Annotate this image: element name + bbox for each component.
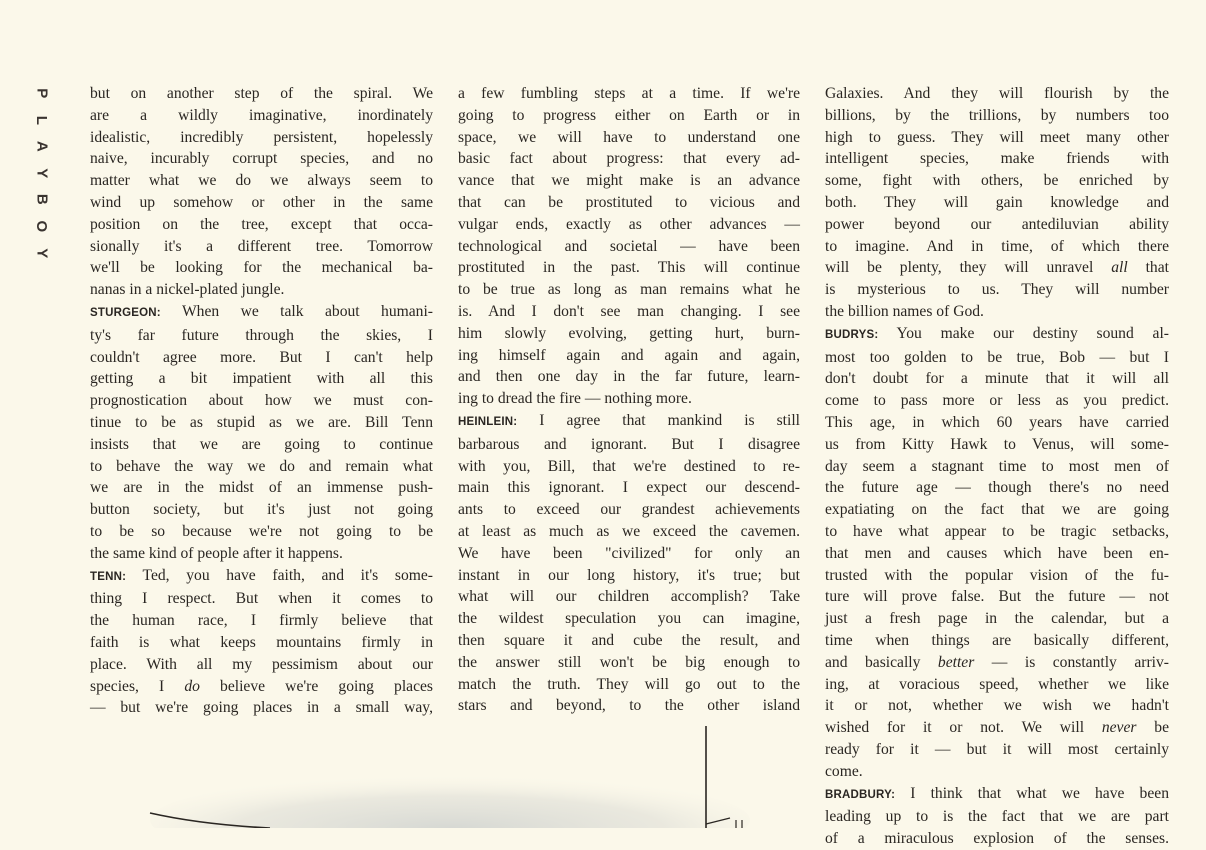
text-line [458,434,800,456]
text-line [90,325,433,347]
text-line [825,565,1169,587]
text-line [825,717,1169,739]
text-line [458,170,800,192]
line-text: going to progress either on Earth or in [458,106,800,124]
line-text: billions, by the trillions, by numbers too [825,106,1169,124]
text-line [458,345,800,367]
line-text: place. With all my pessimism about our [90,655,433,673]
line-text: naive, incurably corrupt species, and no [90,150,433,168]
text-line [458,410,800,434]
text-line [90,279,433,301]
text-line [825,83,1169,105]
text-line [90,565,433,589]
line-text: couldn't agree more. But I can't help [90,348,433,366]
line-text: to be so because we're not going to be [90,522,433,540]
line-text: — but we're going places in a small way, [90,699,433,717]
text-line [90,543,433,565]
line-text: that [1127,259,1169,277]
line-text: expatiating on the fact that we are going [825,501,1169,519]
text-line [825,456,1169,478]
line-text: barbarous and ignorant. But I disagree [458,435,800,453]
line-text: are a wildly imaginative, inordinately [90,106,433,124]
text-column-2 [458,83,800,717]
line-text: idealistic, incredibly persistent, hopelessly [90,128,433,146]
emphasis: better [937,653,975,671]
line-text: trusted with the popular vision of the fu- [825,566,1169,584]
line-text: to behave the way we do and remain what [90,457,433,475]
line-text: some, fight with others, be enriched by [825,172,1169,190]
text-line [458,257,800,279]
text-line [825,323,1169,347]
line-text: I think that what we have been [895,784,1169,802]
line-text: wind up somehow or other in the same [90,193,433,211]
text-line [90,192,433,214]
ink-wash [150,774,750,828]
text-line [825,412,1169,434]
line-text: instant in our long history, it's true; but [458,566,800,584]
line-text: sionally it's a different tree. Tomorrow [90,237,433,255]
line-text: don't doubt for a minute that it will all [825,370,1169,388]
line-text: ing to dread the fire — nothing more. [458,390,692,408]
text-line [458,83,800,105]
text-line [90,456,433,478]
illustration-fragment [0,720,800,828]
running-head [29,80,53,266]
text-line [458,456,800,478]
text-line [90,521,433,543]
emphasis: never [1101,719,1137,737]
text-line [825,586,1169,608]
speaker-name: BRADBURY: [825,788,896,801]
text-column-3 [825,83,1169,850]
line-text: ready for it — but it will most certainly [825,740,1169,758]
text-line [825,105,1169,127]
text-line [458,148,800,170]
line-text: prostituted in the past. This will continue [458,259,800,277]
running-head-letter: L [33,115,51,125]
text-line [825,257,1169,279]
running-head-letter: O [33,220,51,233]
text-line [825,434,1169,456]
text-line [458,586,800,608]
line-text: then square it and cube the result, and [458,631,800,649]
line-text: I agree that mankind is still [517,411,800,429]
text-line [90,127,433,149]
text-line [458,279,800,301]
line-text: match the truth. They will go out to the [458,675,800,693]
text-line [825,390,1169,412]
line-text: the same kind of people after it happens. [90,544,343,562]
text-line [825,783,1169,807]
line-text: both. They will gain knowledge and [825,193,1169,211]
line-text: a few fumbling steps at a time. If we're [458,85,800,102]
text-line [458,192,800,214]
line-text: species, I [90,677,185,695]
text-line [90,499,433,521]
running-head-letter: Y [33,168,51,179]
line-text: power beyond our antediluvian ability [825,215,1169,233]
text-column-1 [90,83,433,719]
line-text: to imagine. And in time, of which there [825,237,1169,255]
running-head-letter: B [33,194,51,206]
text-line [825,499,1169,521]
text-line [90,588,433,610]
text-line [458,301,800,323]
line-text: position on the tree, except that occa- [90,215,433,233]
text-line [458,565,800,587]
emphasis: do [184,677,200,695]
text-line [90,632,433,654]
line-text: basic fact about progress: that every ad- [458,150,800,168]
line-text: ty's far future through the skies, I [90,326,433,344]
line-text: the wildest speculation you can imagine, [458,610,800,628]
line-text: us from Kitty Hawk to Venus, will some- [825,435,1169,453]
text-line [458,630,800,652]
line-text: what will our children accomplish? Take [458,588,800,606]
text-line [825,214,1169,236]
text-line [825,301,1169,323]
text-line [458,127,800,149]
text-line [458,323,800,345]
running-head-letter: P [33,88,51,99]
text-line [825,170,1169,192]
text-line [825,477,1169,499]
text-line [90,347,433,369]
line-text: tinue to be as stupid as we are. Bill Tenn [90,413,433,431]
text-line [458,652,800,674]
line-text: high to guess. They will meet many other [825,128,1169,146]
text-line [458,214,800,236]
emphasis: all [1111,259,1128,277]
line-text: and then one day in the far future, learn- [458,368,800,386]
text-line [458,236,800,258]
speaker-name: TENN: [90,570,127,583]
text-line [458,105,800,127]
line-text: it or not, whether we wish we hadn't [825,697,1169,715]
text-line [458,674,800,696]
line-text: wished for it or not. We will [825,719,1102,737]
text-line [458,477,800,499]
line-text: most too golden to be true, Bob — but I [825,348,1169,366]
text-line [90,301,433,325]
text-line [825,806,1169,828]
line-text: but on another step of the spiral. We [90,85,433,102]
line-text: space, we will have to understand one [458,128,800,146]
text-line [825,761,1169,783]
text-line [825,828,1169,850]
line-text: ing himself again and again and again, [458,346,800,364]
text-line [90,390,433,412]
text-line [90,148,433,170]
line-text: intelligent species, make friends with [825,150,1169,168]
line-text: thing I respect. But when it comes to [90,590,433,608]
speaker-name: BUDRYS: [825,328,879,341]
line-text: You make our destiny sound al- [878,324,1169,342]
line-text: stars and beyond, to the other island [458,697,800,715]
text-line [90,610,433,632]
text-line [458,543,800,565]
line-text: prognostication about how we must con- [90,392,433,410]
line-text: come. [825,762,863,780]
line-text: time when things are basically different, [825,631,1169,649]
text-line [825,347,1169,369]
text-line [90,105,433,127]
line-text: just a fresh page in the calendar, but a [825,610,1169,628]
line-text: day seem a stagnant time to most men of [825,457,1169,475]
line-text: of a miraculous explosion of the senses. [825,830,1169,848]
line-text: faith is what keeps mountains firmly in [90,633,433,651]
line-text: the future age — though there's no need [825,479,1169,497]
line-text: is. And I don't see man changing. I see [458,302,800,320]
line-text: main this ignorant. I expect our descend- [458,479,800,497]
line-text: the billion names of God. [825,302,984,320]
line-text: Galaxies. And they will flourish by the [825,85,1169,102]
speaker-name: HEINLEIN: [458,415,518,428]
line-text: be [1136,719,1169,737]
text-line [90,236,433,258]
line-text: matter what we do we always seem to [90,172,433,190]
line-text: technological and societal — have been [458,237,800,255]
text-line [458,366,800,388]
line-text: will be plenty, they will unravel [825,259,1112,277]
text-line [825,630,1169,652]
line-text: we are in the midst of an immense push- [90,479,433,497]
line-text: — is constantly arriv- [974,653,1169,671]
line-text: that can be prostituted to vicious and [458,193,800,211]
line-text: with you, Bill, that we're destined to re- [458,457,800,475]
text-line [90,654,433,676]
line-text: the human race, I firmly believe that [90,612,433,630]
text-line [825,695,1169,717]
line-text: insists that we are going to continue [90,435,433,453]
line-text: We have been "civilized" for only an [458,544,800,562]
line-text: the answer still won't be big enough to [458,653,800,671]
text-line [90,368,433,390]
text-line [825,521,1169,543]
speaker-name: STURGEON: [90,306,161,319]
text-line [825,127,1169,149]
text-line [458,695,800,717]
text-line [90,412,433,434]
text-line [825,279,1169,301]
line-text: come to pass more or less as you predict. [825,392,1169,410]
text-line [825,608,1169,630]
line-text: nanas in a nickel-plated jungle. [90,281,285,299]
text-line [90,477,433,499]
line-text: ture will prove false. But the future — not [825,588,1169,606]
line-text: button society, but it's just not going [90,501,433,519]
text-line [90,257,433,279]
text-line [825,739,1169,761]
line-text: at least as much as we exceed the cavemen. [458,522,800,540]
line-text: vance that we might make is an advance [458,172,800,190]
text-line [458,521,800,543]
line-text: ants to exceed our grandest achievements [458,501,800,519]
text-line [825,148,1169,170]
text-line [458,608,800,630]
line-text: believe we're going places [199,677,433,695]
running-head-letter: A [33,141,51,152]
text-line [825,192,1169,214]
line-text: that men and causes which have been en- [825,544,1169,562]
text-line [458,499,800,521]
line-text: ing, at voracious speed, whether we like [825,675,1169,693]
line-text: we'll be looking for the mechanical ba- [90,259,433,277]
line-text: and basically [825,653,938,671]
line-text: leading up to is the fact that we are part [825,808,1169,826]
text-line [90,214,433,236]
line-text: to have what appear to be tragic setbacks, [825,522,1169,540]
text-line [90,83,433,105]
text-line [90,170,433,192]
line-text: When we talk about humani- [160,302,433,320]
text-line [825,236,1169,258]
line-text: to be true as long as man remains what he [458,281,800,299]
line-text: getting a bit impatient with all this [90,370,433,388]
text-line [825,674,1169,696]
line-text: This age, in which 60 years have carried [825,413,1169,431]
line-text: is mysterious to us. They will number [825,281,1169,299]
text-line [458,388,800,410]
text-line [90,434,433,456]
line-text: Ted, you have faith, and it's some- [126,566,433,584]
text-line [90,676,433,698]
running-head-letter: Y [33,247,51,258]
line-text: him slowly evolving, getting hurt, burn- [458,324,800,342]
text-line [825,368,1169,390]
text-line [90,697,433,719]
line-text: vulgar ends, exactly as other advances — [458,215,800,233]
text-line [825,652,1169,674]
text-line [825,543,1169,565]
